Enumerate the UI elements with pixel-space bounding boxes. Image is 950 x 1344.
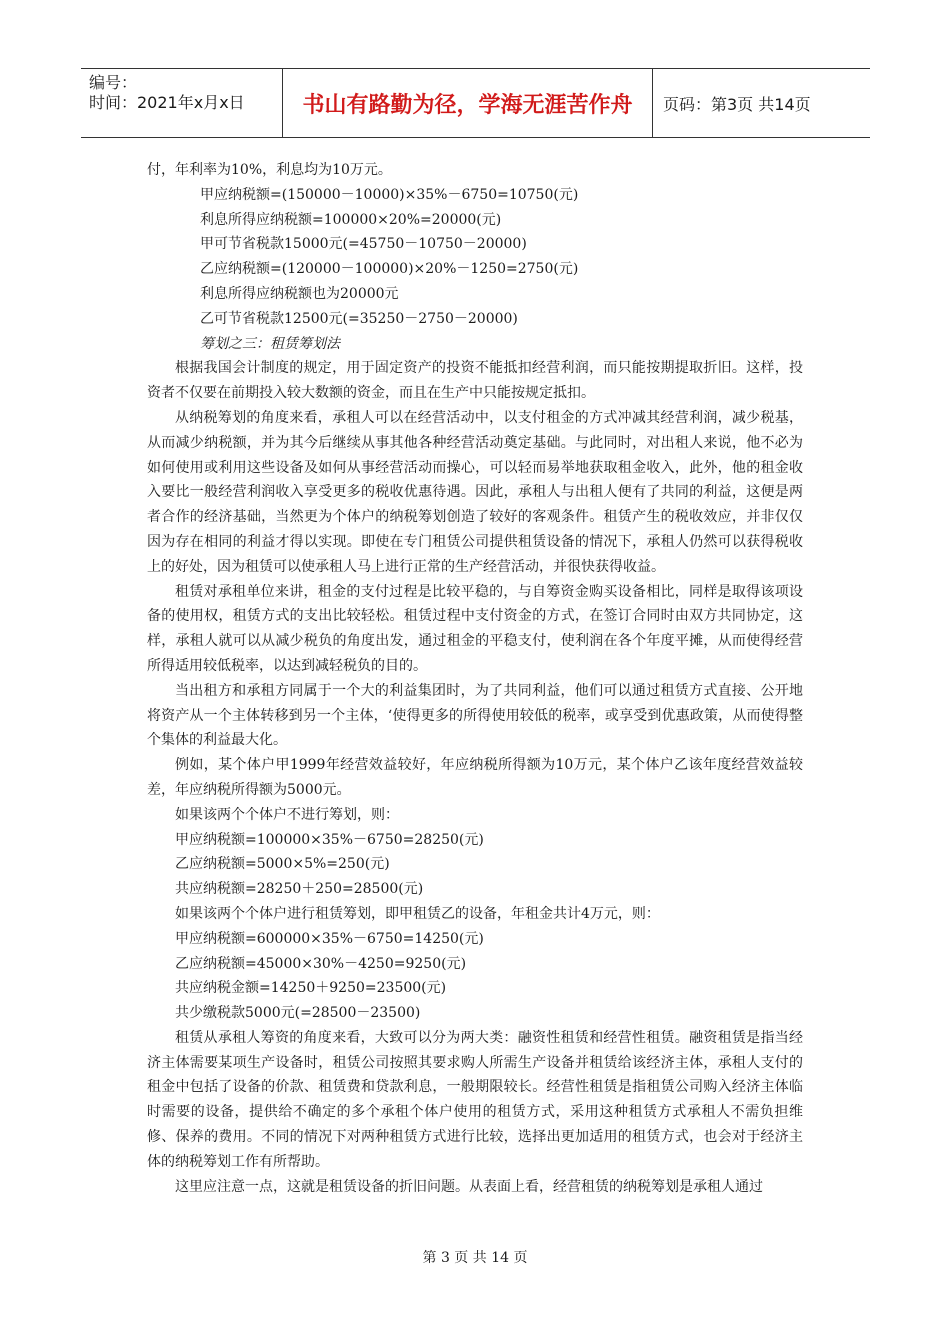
header-motto: 书山有路勤为径，学海无涯苦作舟	[283, 69, 653, 137]
body-paragraph: 乙应纳税额=(120000－100000)×20%－1250=2750(元)	[200, 261, 579, 278]
body-paragraph: 乙应纳税额=45000×30%－4250=9250(元)	[175, 955, 467, 972]
body-paragraph: 从纳税筹划的角度来看，承租人可以在经营活动中，以支付租金的方式冲减其经营利润，减少税基，从而减少纳税额，并为其今后继续从事其他各种经营活动奠定基础。与此同时，对出租人来说，他不必为如何使用或利用这些设备及如何从事经营活动而操心，可以轻而易举地获取租金收入，此外，他的租金收入要比一般经营利润收入享受更多的税收优惠待遇。因此，承租人与出租人便有了共同的利益，这便是两者合作的经济基础，当然更为个体户的纳税筹划创造了较好的客观条件。租赁产生的税收效应，并非仅仅因为存在相同的利益才得以实现。即使在专门租赁公司提供租赁设备的情况下，承租人仍然可以获得税收上的好处，因为租赁可以使承租人马上进行正常的生产经营活动，并很快获得收益。	[147, 409, 803, 575]
body-paragraph: 这里应注意一点，这就是租赁设备的折旧问题。从表面上看，经营租赁的纳税筹划是承租人通过	[175, 1178, 763, 1195]
body-paragraph: 乙应纳税额=5000×5%=250(元)	[175, 856, 390, 873]
section-heading: 筹划之三：租赁筹划法	[200, 335, 340, 352]
document-date-label: 时间：2021年x月x日	[89, 93, 245, 112]
body-paragraph: 甲应纳税额=600000×35%－6750=14250(元)	[175, 930, 484, 947]
body-paragraph: 利息所得应纳税额也为20000元	[200, 285, 399, 302]
body-paragraph: 甲应纳税额=100000×35%－6750=28250(元)	[175, 831, 484, 848]
body-paragraph: 如果该两个个体户进行租赁筹划，即甲租赁乙的设备，年租金共计4万元，则：	[175, 905, 660, 922]
body-paragraph: 当出租方和承租方同属于一个大的利益集团时，为了共同利益，他们可以通过租赁方式直接、公开地将资产从一个主体转移到另一个主体，‘使得更多的所得使用较低的税率，或享受到优惠政策，从而使得整个集体的利益最大化。	[147, 682, 803, 749]
document-number-label: 编号：	[89, 73, 138, 92]
body-paragraph: 甲应纳税额=(150000－10000)×35%－6750=10750(元)	[200, 186, 579, 203]
document-body	[147, 158, 803, 1199]
body-paragraph: 付，年利率为10%，利息均为10万元。	[147, 162, 392, 178]
page-footer: 第 3 页 共 14 页	[422, 1250, 528, 1266]
body-paragraph: 例如，某个体户甲1999年经营效益较好，年应纳税所得额为10万元，某个体户乙该年度经营效益较差，年应纳税所得额为5000元。	[147, 757, 803, 798]
body-paragraph: 租赁对承租单位来讲，租金的支付过程是比较平稳的，与自筹资金购买设备相比，同样是取得该项设备的使用权，租赁方式的支出比较轻松。租赁过程中支付资金的方式，在签订合同时由双方共同协定，这样，承租人就可以从减少税负的角度出发，通过租金的平稳支付，使利润在各个年度平摊，从而使得经营所得适用较低税率，以达到减轻税负的目的。	[147, 583, 803, 674]
body-paragraph: 共应纳税金额=14250＋9250=23500(元)	[175, 980, 447, 997]
header-meta	[81, 69, 283, 137]
body-paragraph: 乙可节省税款12500元(=35250－2750－20000)	[200, 310, 518, 327]
header-page-label: 页码：第3页 共14页	[663, 94, 811, 114]
body-paragraph: 租赁从承租人筹资的角度来看，大致可以分为两大类：融资性租赁和经营性租赁。融资租赁是指当经济主体需要某项生产设备时，租赁公司按照其要求购人所需生产设备并租赁给该经济主体，承租人支付的租金中包括了设备的价款、租赁费和贷款利息，一般期限较长。经营性租赁是指租赁公司购入经济主体临时需要的设备，提供给不确定的多个承租个体户使用的租赁方式，采用这种租赁方式承租人不需负担维修、保养的费用。不同的情况下对两种租赁方式进行比较，选择出更加适用的租赁方式，也会对于经济主体的纳税筹划工作有所帮助。	[147, 1029, 803, 1170]
body-paragraph: 共应纳税额=28250＋250=28500(元)	[175, 881, 424, 898]
body-paragraph: 利息所得应纳税额=100000×20%=20000(元)	[200, 211, 502, 228]
body-paragraph: 如果该两个个体户不进行筹划，则：	[175, 806, 399, 823]
body-paragraph: 甲可节省税款15000元(=45750－10750－20000)	[200, 236, 527, 253]
body-paragraph: 共少缴税款5000元(=28500－23500)	[175, 1005, 421, 1022]
page-header	[81, 68, 870, 138]
body-paragraph: 根据我国会计制度的规定，用于固定资产的投资不能抵扣经营利润，而只能按期提取折旧。这样，投资者不仅要在前期投入较大数额的资金，而且在生产中只能按规定抵扣。	[147, 360, 803, 402]
